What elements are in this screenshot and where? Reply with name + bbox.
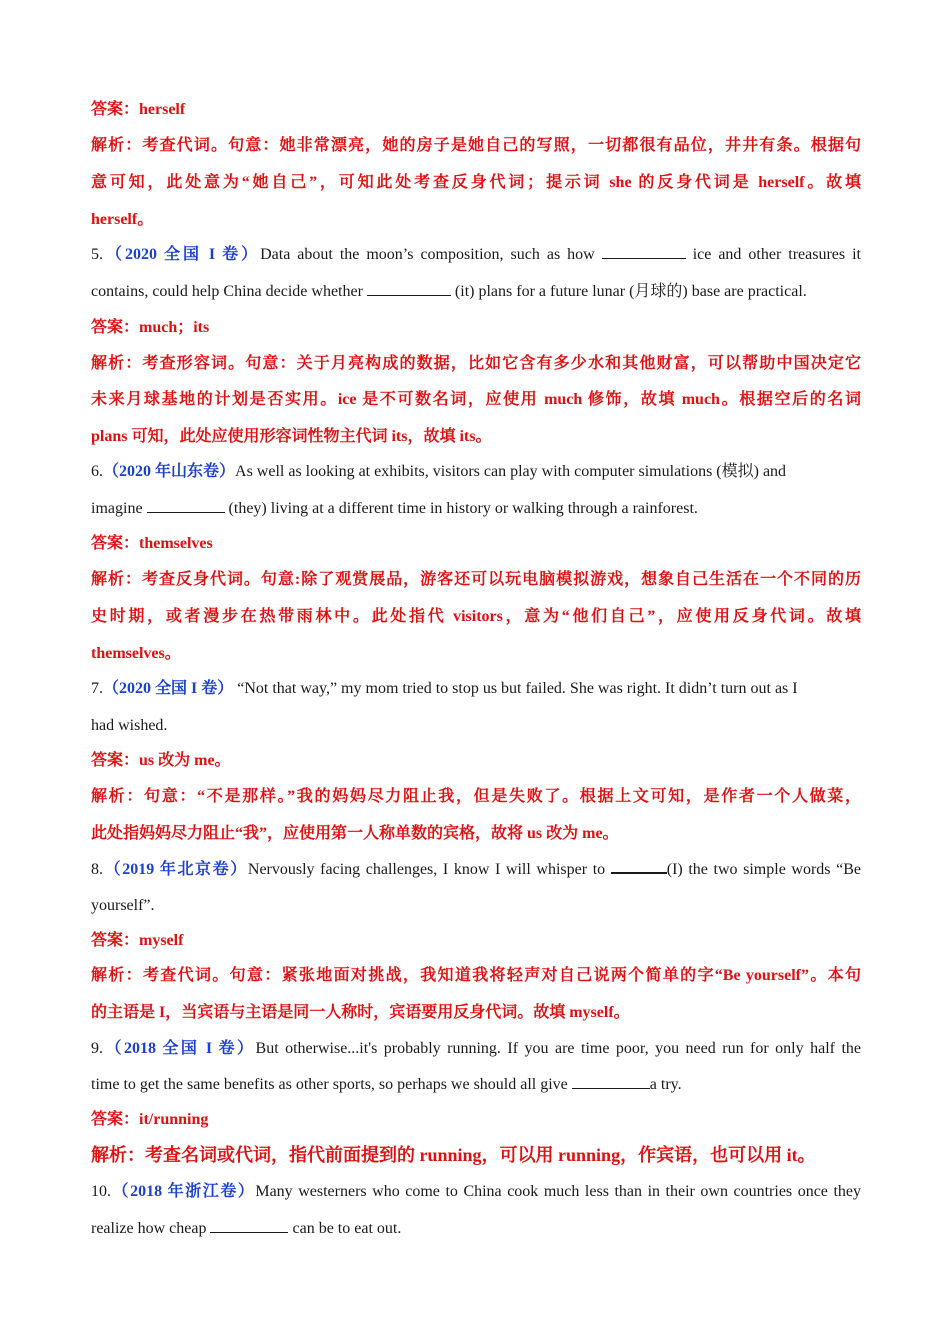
q6-text-2b: (they) living at a different time in history or walking through a rainforest. bbox=[228, 500, 698, 517]
q4-analysis-line-2: 意可知，此处意为“她自己”，可知此处考查反身代词；提示词 she 的反身代词是 herself。故填 bbox=[91, 174, 861, 191]
q5-question-line-2 bbox=[91, 282, 861, 302]
q4-analysis-line-3: herself。 bbox=[91, 211, 154, 228]
q5-number: 5. bbox=[91, 246, 103, 263]
q10-question-line-2 bbox=[91, 1219, 861, 1239]
q5-answer: 答案：much；its bbox=[91, 319, 210, 336]
q5-blank-1[interactable] bbox=[602, 245, 686, 259]
q8-text-1b: (I) the two simple words “Be bbox=[666, 861, 861, 878]
q5-analysis-line-3: plans 可知，此处应使用形容词性物主代词 its，故填 its。 bbox=[91, 428, 492, 445]
q5-analysis-line-1: 解析：考查形容词。句意：关于月亮构成的数据，比如它含有多少水和其他财富，可以帮助中国决定它 bbox=[91, 355, 861, 372]
q5-blank-2[interactable] bbox=[367, 282, 451, 296]
q5-analysis-line-2: 未来月球基地的计划是否实用。ice 是不可数名词，应使用 much 修饰，故填 much。根据空后的名词 bbox=[91, 391, 861, 408]
q8-question-line-1 bbox=[91, 859, 861, 880]
q6-number: 6. bbox=[91, 463, 103, 480]
q8-text-1a: Nervously facing challenges, I know I will whisper to bbox=[247, 861, 606, 878]
q7-analysis-line-2: 此处指妈妈尽力阻止“我”，应使用第一人称单数的宾格，故将 us 改为 me。 bbox=[91, 825, 619, 842]
q4-analysis-line-1: 解析：考查代词。句意：她非常漂亮，她的房子是她自己的写照，一切都很有品位，井井有条。根据句 bbox=[91, 137, 861, 154]
q7-source: （2020 全国 I 卷） bbox=[103, 680, 234, 697]
q9-analysis-line-1: 解析：考查名词或代词，指代前面提到的 running，可以用 running，作宾语，也可以用 it。 bbox=[91, 1145, 816, 1165]
q9-question-line-1 bbox=[91, 1039, 861, 1059]
q8-number: 8. bbox=[91, 861, 103, 878]
q10-question-line-1 bbox=[91, 1182, 861, 1202]
q9-answer: 答案：it/running bbox=[91, 1111, 209, 1128]
q6-analysis-line-1: 解析：考查反身代词。句意:除了观赏展品，游客还可以玩电脑模拟游戏，想象自己生活在一个不同的历 bbox=[91, 571, 861, 588]
q6-answer: 答案：themselves bbox=[91, 535, 213, 552]
q6-text-1: As well as looking at exhibits, visitors can play with computer simulations (模拟) and bbox=[235, 463, 787, 480]
q7-text-1: “Not that way,” my mom tried to stop us but failed. She was right. It didn’t turn out as I bbox=[237, 680, 798, 697]
q6-analysis-line-2: 史时期，或者漫步在热带雨林中。此处指代 visitors，意为“他们自己”，应使用反身代词。故填 bbox=[91, 608, 861, 625]
q6-text-2a: imagine bbox=[91, 500, 143, 517]
q6-analysis-line-3: themselves。 bbox=[91, 645, 181, 662]
q8-source: （2019 年北京卷） bbox=[103, 861, 248, 878]
q9-blank[interactable] bbox=[572, 1075, 650, 1089]
q9-source: （2018 全国 I 卷） bbox=[103, 1040, 256, 1057]
q10-text-2a: realize how cheap bbox=[91, 1220, 207, 1237]
q8-answer: 答案：myself bbox=[91, 932, 184, 949]
q9-text-2a: time to get the same benefits as other sports, so perhaps we should all give bbox=[91, 1076, 568, 1093]
q9-text-1: But otherwise...it's probably running. If you are time poor, you need run for only half the bbox=[255, 1040, 861, 1057]
q6-blank[interactable] bbox=[147, 499, 225, 513]
q6-source: （2020 年山东卷） bbox=[103, 463, 236, 480]
q7-question-line-2: had wished. bbox=[91, 717, 168, 734]
q9-number: 9. bbox=[91, 1040, 103, 1057]
q8-analysis-line-2: 的主语是 I，当宾语与主语是同一人称时，宾语要用反身代词。故填 myself。 bbox=[91, 1004, 630, 1021]
q6-question-line-2 bbox=[91, 499, 861, 519]
q10-number: 10. bbox=[91, 1183, 111, 1200]
q5-text-2b: (it) plans for a future lunar (月球的) base are practical. bbox=[454, 283, 807, 300]
q5-source: （2020 全国 I 卷） bbox=[103, 246, 261, 263]
q10-text-1: Many westerners who come to China cook much less than in their own countries once they bbox=[255, 1183, 861, 1200]
q5-text-1a: Data about the moon’s composition, such as how bbox=[260, 246, 595, 263]
q7-analysis-line-1: 解析：句意：“不是那样。”我的妈妈尽力阻止我，但是失败了。根据上文可知，是作者一个人做菜， bbox=[91, 788, 861, 805]
q7-question-line-1 bbox=[91, 679, 861, 699]
q5-question-line-1 bbox=[91, 245, 861, 265]
q5-text-2a: contains, could help China decide whether bbox=[91, 283, 363, 300]
q5-text-1b: ice and other treasures it bbox=[692, 246, 861, 263]
q8-question-line-2: yourself”. bbox=[91, 897, 155, 914]
q10-text-2b: can be to eat out. bbox=[292, 1220, 402, 1237]
q6-question-line-1 bbox=[91, 462, 861, 482]
q8-blank[interactable] bbox=[611, 859, 667, 874]
q7-answer: 答案：us 改为 me。 bbox=[91, 752, 231, 769]
q9-text-2b: a try. bbox=[649, 1076, 682, 1093]
q9-question-line-2 bbox=[91, 1075, 861, 1095]
q10-source: （2018 年浙江卷） bbox=[111, 1183, 256, 1200]
q7-number: 7. bbox=[91, 680, 103, 697]
q4-answer: 答案：herself bbox=[91, 101, 186, 118]
q8-analysis-line-1: 解析：考查代词。句意：紧张地面对挑战，我知道我将轻声对自己说两个简单的字“Be yourself”。本句 bbox=[91, 967, 861, 984]
q10-blank[interactable] bbox=[210, 1219, 288, 1233]
